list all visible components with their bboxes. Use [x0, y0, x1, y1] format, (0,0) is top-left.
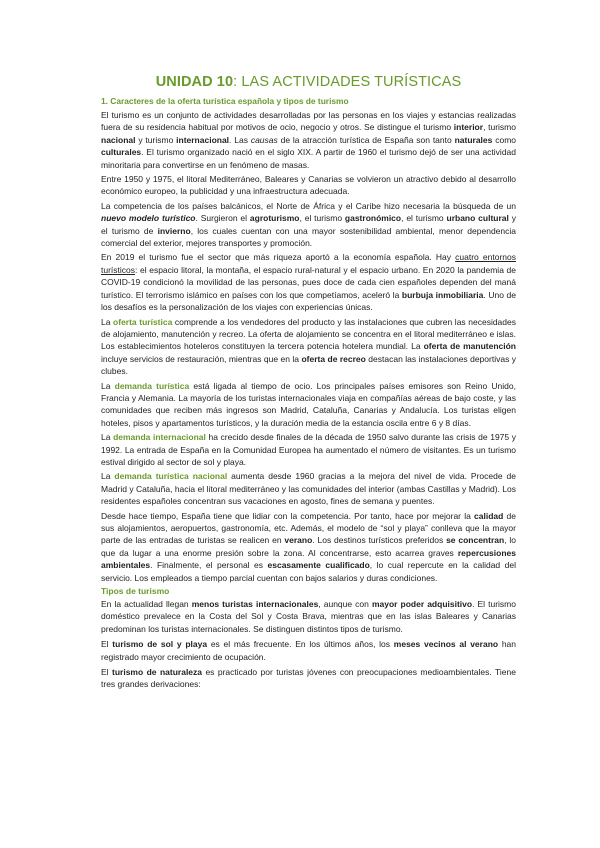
paragraph-1: El turismo es un conjunto de actividades desarrolladas por las personas en los viajes y estancias realizadas fuera de su residencia habitual por motivos de ocio, negocio y otros. Se distingue el turismo interior, turismo nacional y turismo internacional. Las causas de la atracción turística de España son tanto naturales como culturales. El turismo organizado nació en el siglo XIX. A partir de 1960 el turismo dejó de ser una actividad minoritaria para convertirse en un fenómeno de masas.	[101, 110, 517, 170]
paragraph-5: La oferta turística comprende a los vendedores del producto y las instalaciones que cubren las necesidades de alojamiento, manutención y recreo. La oferta de alojamiento se concentra en el litoral mediterráneo e islas. Los establecimientos hoteleros constituyen la tercera potencia hotelera mundial. La oferta de manutención incluye servicios de restauración, mientras que en la oferta de recreo destacan las instalaciones deportivas y clubes.	[101, 316, 517, 377]
paragraph-10: En la actualidad llegan menos turistas internacionales, aunque con mayor poder adquisitivo. El turismo doméstico prevalece en la Costa del Sol y Costa Brava, mientras que en las islas Baleares y Canarias predominan los turistas internacionales. Se distinguen distintos tipos de turismo.	[101, 599, 516, 634]
title-text: : LAS ACTIVIDADES TURÍSTICAS	[233, 74, 462, 90]
subheading-tipos: Tipos de turismo	[101, 586, 170, 597]
paragraph-7: La demanda internacional ha crecido desde finales de la década de 1950 salvo durante las crisis de 1975 y 1992. La entrada de España en la Comunidad Europea ha aumentado el número de visitantes. Es un turismo estival dirigido al sector de sol y playa.	[101, 432, 516, 467]
paragraph-11: El turismo de sol y playa es el más frecuente. En los últimos años, los meses vecinos al verano han registrado mayor crecimiento de ocupación.	[101, 639, 517, 662]
paragraph-2: Entre 1950 y 1975, el litoral Mediterráneo, Baleares y Canarias se volvieron un atractivo debido al desarrollo económico europeo, la publicidad y una infraestructura adecuada.	[101, 174, 516, 197]
paragraph-6: La demanda turística está ligada al tiempo de ocio. Los principales países emisores son Reino Unido, Francia y Alemania. La mayoría de los turistas internacionales viaja en compañías aéreas de bajo coste, y las comunidades que reciben más ingresos son Madrid, Cataluña, Canarias y Andalucía. Los turistas eligen hoteles, pisos y apartamentos turísticos, y la duración media de la estancia oscila entre 6 y 8 días.	[101, 380, 516, 428]
paragraph-4: En 2019 el turismo fue el sector que más riqueza aportó a la economía española. Hay cuatro entornos turísticos: el espacio litoral, la montaña, el espacio rural-natural y el espacio urbano. En 2020 la pandemia de COVID-19 condicionó la movilidad de las personas, pues doce de cada cien españoles dependen del maná turístico. El terrorismo islámico en países con los que competíamos, aceleró la burbuja inmobiliaria. Uno de los desafíos es la personalización de los viajes con experiencias únicas.	[101, 252, 516, 313]
title-unit: UNIDAD 10	[155, 74, 234, 90]
paragraph-3: La competencia de los países balcánicos, el Norte de África y el Caribe hizo necesaria la búsqueda de un nuevo modelo turístico. Surgieron el agroturismo, el turismo gastronómico, el turismo urbano cultural y el turismo de invierno, los cuales cuentan con una mayor sostenibilidad ambiental, menor dependencia comercial del exterior, mejores transportes y promoción.	[101, 200, 516, 249]
page-title	[101, 74, 516, 90]
section-heading: 1. Caracteres de la oferta turística española y tipos de turismo	[101, 96, 349, 106]
paragraph-12: El turismo de naturaleza es practicado por turistas jóvenes con preocupaciones medioambientales. Tiene tres grandes derivaciones:	[101, 667, 516, 690]
paragraph-9: Desde hace tiempo, España tiene que lidiar con la competencia. Por tanto, hace por mejorar la calidad de sus alojamientos, aeropuertos, gastronomía, etc. Además, el modelo de “sol y playa” conlleva que la mayor parte de las entradas de turistas se realicen en verano. Los destinos turísticos preferidos se concentran, lo que da lugar a una enorme presión sobre la zona. Al concentrarse, esto acarrea graves repercusiones ambientales. Finalmente, el personal es escasamente cualificado, lo cual repercute en la calidad del servicio. Los empleados a tiempo parcial cuentan con bajos salarios y duras condiciones.	[101, 510, 517, 583]
paragraph-8: La demanda turística nacional aumenta desde 1960 gracias a la mejora del nivel de vida. Procede de Madrid y Cataluña, hacia el litoral mediterráneo y las comunidades del interior (ambas Castillas y Madrid). Los residentes españoles concentran sus vacaciones en agosto, fines de semana y puentes.	[101, 471, 516, 507]
